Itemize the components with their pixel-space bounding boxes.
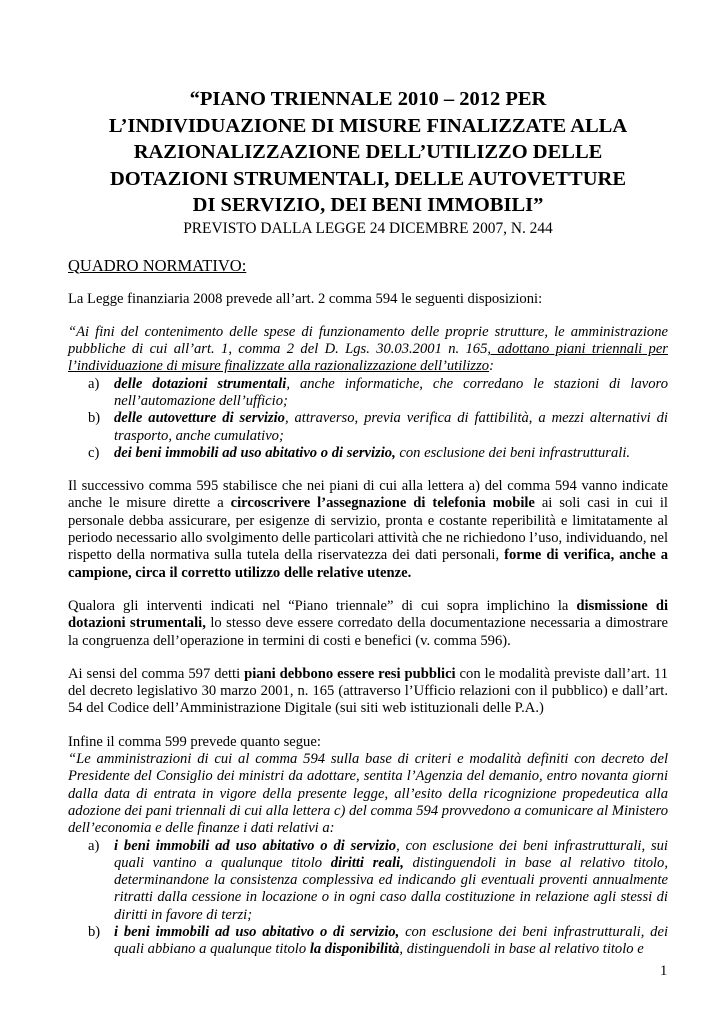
section-heading: QUADRO NORMATIVO: — [68, 255, 247, 275]
list-item-bold: delle dotazioni strumentali — [114, 375, 287, 392]
quote-599-list — [68, 838, 668, 959]
text-run: ai soli casi in cui il personale debba assicurare, per esigenze di servizio, pronta e costante reperibilità e limitatamente al periodo necessario allo svolgimento delle particolari attività che ne richiedono l’uso, individuando, nel rispetto della normativa sulla tutela della riservatezza dei dati personali, — [68, 495, 668, 564]
title-line: L’INDIVIDUAZIONE DI MISURE FINALIZZATE ALLA — [108, 114, 628, 137]
list-item-bold: diritti reali, — [330, 854, 404, 871]
paragraph-595 — [68, 478, 668, 582]
page-number: 1 — [660, 963, 668, 979]
list-marker: c) — [88, 444, 100, 461]
list-marker: b) — [88, 924, 101, 940]
list-item — [68, 924, 668, 959]
title-line: DOTAZIONI STRUMENTALI, DELLE AUTOVETTURE — [109, 167, 627, 190]
title-line: RAZIONALIZZAZIONE DELL’UTILIZZO DELLE — [133, 141, 603, 163]
quote-599-text: “Le amministrazioni di cui al comma 594 sulla base di criteri e modalità definiti con decreto del Presidente del Consiglio dei ministri da adottare, sentita l’Agenzia del demanio, entro novanta giorni dalla data di entrata in vigore della presente legge, all’esito della ricognizione propedeutica alla adozione dei pani triennali di cui alla lettera c) del comma 594 provvedono a comunicare al Ministero dell’economia e delle finanze i dati relativi a: — [68, 751, 668, 837]
quote-594-tail: : — [489, 358, 494, 375]
list-item — [68, 410, 668, 445]
text-run: Il successivo comma 595 stabilisce che nei piani di cui alla lettera a) del comma 594 vanno indicate anche le misure dirette a — [68, 478, 668, 512]
quote-594-text — [68, 324, 668, 376]
title-line: DI SERVIZIO, DEI BENI IMMOBILI” — [192, 194, 544, 216]
list-item-text: , anche informatiche, che corredano le stazioni di lavoro nell’automazione dell’ufficio; — [114, 375, 668, 409]
list-item-text: distinguendoli in base al relativo titolo, determinandone la consistenza complessiva ed indicando gli eventuali proventi annualmente ritratti dalla cessione in locazione o in ogni caso dalla costituzione in relazione agli stessi di diritti in favore di terzi; — [114, 854, 668, 923]
paragraph-599-intro: Infine il comma 599 prevede quanto segue: — [68, 733, 321, 750]
text-run: Qualora gli interventi indicati nel “Piano triennale” di cui sopra implichino la — [68, 597, 577, 614]
document-title — [68, 86, 668, 219]
title-line: “PIANO TRIENNALE 2010 – 2012 PER — [189, 88, 547, 110]
bold-run: piani debbono essere resi pubblici — [244, 665, 456, 682]
list-item — [68, 445, 668, 462]
list-item-text: , distinguendoli in base al relativo titolo e — [399, 941, 644, 958]
list-item — [68, 376, 668, 411]
quote-594-list — [68, 376, 668, 462]
bold-run: circoscrivere l’assegnazione di telefonia mobile — [230, 495, 535, 512]
list-item-bold: la disponibilità — [309, 941, 400, 958]
bold-run: dismissione di dotazioni strumentali, — [68, 597, 668, 632]
document-page — [68, 86, 668, 959]
list-marker: b) — [88, 410, 101, 427]
list-marker: a) — [88, 837, 100, 854]
list-item-text: con esclusione dei beni infrastrutturali. — [395, 444, 631, 461]
list-item — [68, 838, 668, 924]
quote-594-underlined: , adottano piani triennali per l’individuazione di misure finalizzate alla razionalizzazione dell’utilizzo — [68, 341, 668, 375]
list-item-bold: i beni immobili ad uso abitativo o di servizio — [114, 837, 397, 854]
bold-run: forme di verifica, anche a campione, circa il corretto utilizzo delle relative utenze. — [68, 547, 668, 581]
section-599 — [68, 734, 668, 959]
text-run: con le modalità previste dall’art. 11 del decreto legislativo 30 marzo 2001, n. 165 (attraverso l’Ufficio relazioni con il pubblico) e dall’art. 54 del Codice dell’Amministrazione Digitale (sui siti web istituzionali delle P.A.) — [68, 665, 668, 717]
quote-594 — [68, 324, 668, 462]
list-item-bold: dei beni immobili ad uso abitativo o di servizio, — [114, 444, 396, 461]
list-item-text: , attraverso, previa verifica di fattibilità, a mezzi alternativi di trasporto, anche cumulativo; — [114, 410, 668, 444]
intro-paragraph: La Legge finanziaria 2008 prevede all’art. 2 comma 594 le seguenti disposizioni: — [68, 290, 543, 307]
list-item-bold: i beni immobili ad uso abitativo o di servizio, — [114, 924, 400, 940]
list-item-text: con esclusione dei beni infrastrutturali, dei quali abbiano a qualunque titolo — [114, 924, 668, 958]
document-subtitle: PREVISTO DALLA LEGGE 24 DICEMBRE 2007, N. 244 — [183, 219, 553, 237]
paragraph-597 — [68, 666, 668, 718]
list-item-text: , con esclusione dei beni infrastrutturali, sui quali vantino a qualunque titolo — [114, 837, 668, 871]
quote-594-lead: “Ai fini del contenimento delle spese di funzionamento delle proprie strutture, le amministrazione pubbliche di cui all’art. 1, comma 2 del D. Lgs. 30.03.2001 n. 165 — [68, 323, 668, 358]
list-item-bold: delle autovetture di servizio — [114, 410, 285, 427]
text-run: lo stesso deve essere corredato della documentazione necessaria a dimostrare la congruenza dell’operazione in termini di costi e benefici (v. comma 596). — [68, 615, 668, 649]
paragraph-596 — [68, 598, 668, 650]
text-run: Ai sensi del comma 597 detti — [68, 665, 245, 682]
list-marker: a) — [88, 375, 100, 392]
